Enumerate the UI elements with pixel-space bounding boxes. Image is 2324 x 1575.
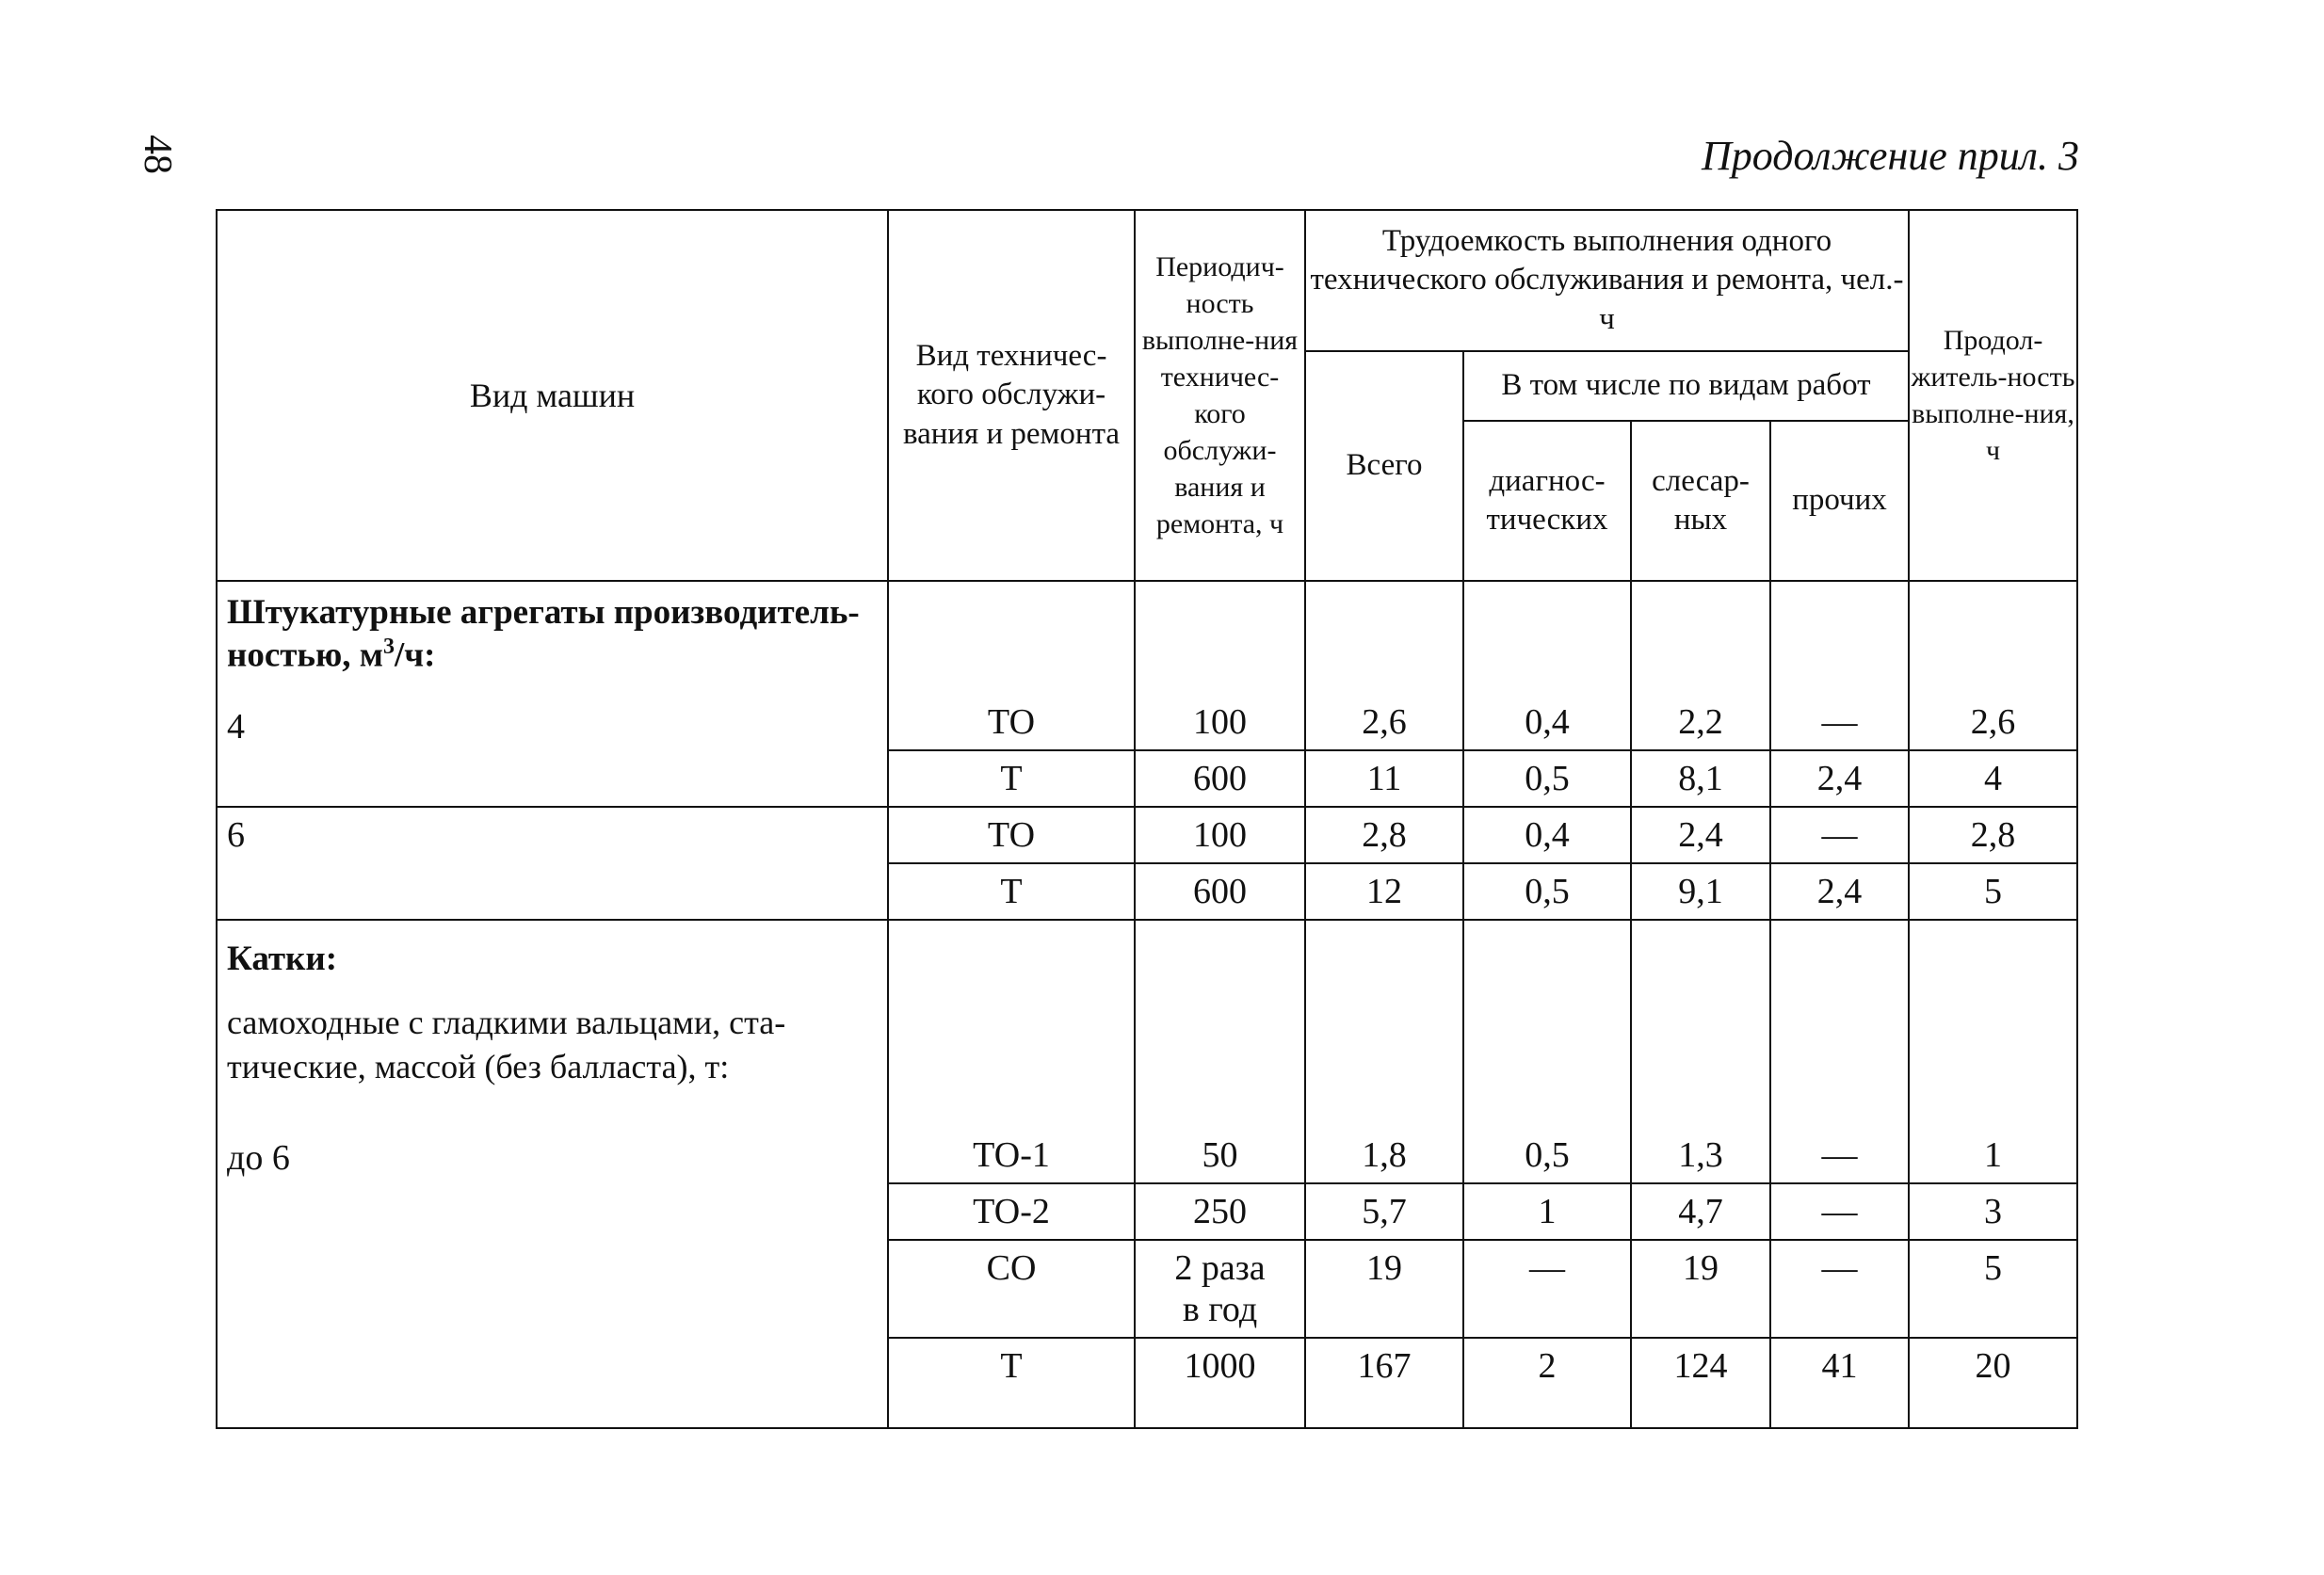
header-periodicity: Периодич-ность выполне-ния техничес-кого обслужи-вания и ремонта, ч bbox=[1135, 210, 1305, 581]
header-service-type: Вид техничес-кого обслужи-вания и ремонта bbox=[888, 210, 1135, 581]
header-duration: Продол-житель-ность выполне-ния, ч bbox=[1909, 210, 2077, 581]
period-cell: 100 bbox=[1135, 807, 1305, 863]
header-diagnostic: диагнос-тических bbox=[1463, 421, 1631, 581]
service-type-cell: ТО bbox=[888, 807, 1135, 863]
duration-cell: 5 bbox=[1909, 863, 2077, 920]
service-type-cell: Т bbox=[888, 1338, 1135, 1428]
machine-name: 4 bbox=[227, 706, 245, 747]
lock-cell: 8,1 bbox=[1631, 750, 1770, 807]
period-cell: 250 bbox=[1135, 1183, 1305, 1240]
other-cell: — bbox=[1770, 1240, 1909, 1338]
period-cell: 100 bbox=[1135, 581, 1305, 750]
other-cell: — bbox=[1770, 920, 1909, 1183]
machine-name: 6 bbox=[217, 807, 888, 920]
period-cell bbox=[1135, 1240, 1305, 1338]
header-labor-group: Трудоемкость выполнения одного технического обслуживания и ремонта, чел.-ч bbox=[1305, 210, 1909, 351]
machine-name: до 6 bbox=[227, 1137, 290, 1178]
diag-cell: 2 bbox=[1463, 1338, 1631, 1428]
other-cell: — bbox=[1770, 807, 1909, 863]
lock-cell: 2,4 bbox=[1631, 807, 1770, 863]
other-cell: — bbox=[1770, 581, 1909, 750]
total-cell: 11 bbox=[1305, 750, 1463, 807]
period-cell: 600 bbox=[1135, 750, 1305, 807]
total-cell: 167 bbox=[1305, 1338, 1463, 1428]
other-cell: — bbox=[1770, 1183, 1909, 1240]
total-cell: 5,7 bbox=[1305, 1183, 1463, 1240]
maintenance-table bbox=[216, 209, 2078, 1429]
service-type-cell: ТО-2 bbox=[888, 1183, 1135, 1240]
period-cell: 1000 bbox=[1135, 1338, 1305, 1428]
duration-cell: 2,8 bbox=[1909, 807, 2077, 863]
total-cell: 19 bbox=[1305, 1240, 1463, 1338]
other-cell: 41 bbox=[1770, 1338, 1909, 1428]
header-other: прочих bbox=[1770, 421, 1909, 581]
total-cell: 12 bbox=[1305, 863, 1463, 920]
group-cell-plastering bbox=[217, 581, 888, 807]
total-cell: 1,8 bbox=[1305, 920, 1463, 1183]
other-cell: 2,4 bbox=[1770, 863, 1909, 920]
total-cell: 2,6 bbox=[1305, 581, 1463, 750]
lock-cell: 1,3 bbox=[1631, 920, 1770, 1183]
duration-cell: 2,6 bbox=[1909, 581, 2077, 750]
group-title-rollers: Катки: bbox=[227, 940, 338, 978]
duration-cell: 3 bbox=[1909, 1183, 2077, 1240]
diag-cell: — bbox=[1463, 1240, 1631, 1338]
continuation-caption: Продолжение прил. 3 bbox=[1702, 133, 2079, 179]
lock-cell: 2,2 bbox=[1631, 581, 1770, 750]
service-type-cell: Т bbox=[888, 750, 1135, 807]
service-type-cell: Т bbox=[888, 863, 1135, 920]
service-type-cell: ТО-1 bbox=[888, 920, 1135, 1183]
period-line-1: 2 раза bbox=[1174, 1248, 1266, 1288]
duration-cell: 1 bbox=[1909, 920, 2077, 1183]
header-locksmith: слесар-ных bbox=[1631, 421, 1770, 581]
diag-cell: 0,5 bbox=[1463, 863, 1631, 920]
total-cell: 2,8 bbox=[1305, 807, 1463, 863]
duration-cell: 20 bbox=[1909, 1338, 2077, 1428]
diag-cell: 0,5 bbox=[1463, 920, 1631, 1183]
header-machine-type: Вид машин bbox=[217, 210, 888, 581]
service-type-cell: ТО bbox=[888, 581, 1135, 750]
duration-cell: 4 bbox=[1909, 750, 2077, 807]
other-cell: 2,4 bbox=[1770, 750, 1909, 807]
group-cell-rollers bbox=[217, 920, 888, 1428]
diag-cell: 0,5 bbox=[1463, 750, 1631, 807]
lock-cell: 19 bbox=[1631, 1240, 1770, 1338]
header-including: В том числе по видам работ bbox=[1463, 351, 1909, 421]
group-title-plastering: Штукатурные агрегаты производитель-ностью, $м^3/ч$: bbox=[227, 593, 860, 675]
period-line-2: в год bbox=[1182, 1289, 1258, 1329]
duration-cell: 5 bbox=[1909, 1240, 2077, 1338]
header-total: Всего bbox=[1305, 351, 1463, 581]
lock-cell: 124 bbox=[1631, 1338, 1770, 1428]
lock-cell: 4,7 bbox=[1631, 1183, 1770, 1240]
diag-cell: 1 bbox=[1463, 1183, 1631, 1240]
page-number: 48 bbox=[136, 135, 179, 174]
lock-cell: 9,1 bbox=[1631, 863, 1770, 920]
service-type-cell: СО bbox=[888, 1240, 1135, 1338]
diag-cell: 0,4 bbox=[1463, 807, 1631, 863]
group-subtitle-rollers: самоходные с гладкими вальцами, ста-тические, массой (без балласта), т: bbox=[227, 1004, 786, 1085]
period-cell: 50 bbox=[1135, 920, 1305, 1183]
diag-cell: 0,4 bbox=[1463, 581, 1631, 750]
period-cell: 600 bbox=[1135, 863, 1305, 920]
